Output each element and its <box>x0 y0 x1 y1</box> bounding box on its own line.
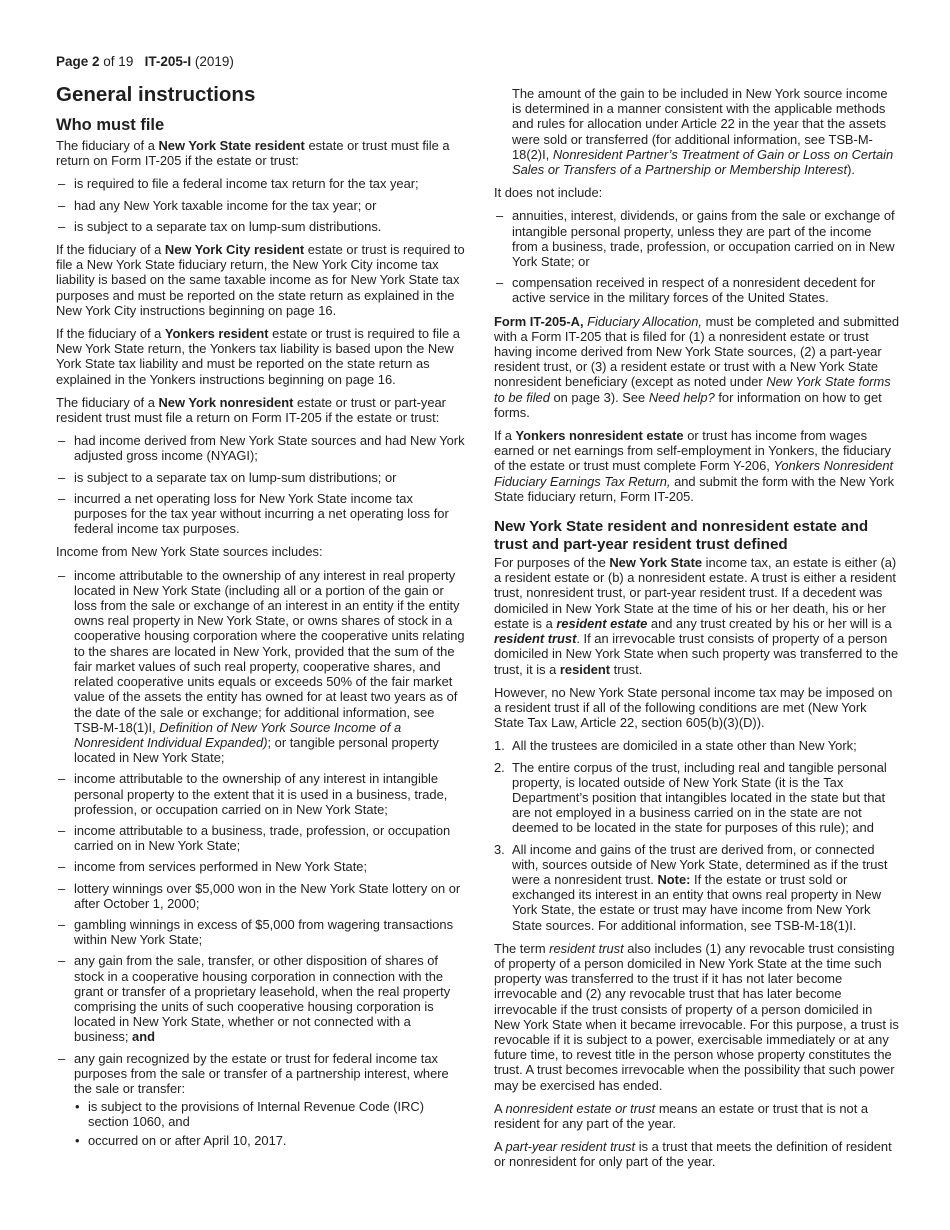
list-item: – annuities, interest, dividends, or gains from the sale or exchange of intangible personal property, unless they are part of the income from a business, trade, profession, or occupation carried on in New York State; or <box>494 208 900 269</box>
list-item: – lottery winnings over $5,000 won in the New York State lottery on or after October 1, 2000; <box>56 881 466 911</box>
bullet-item: • is subject to the provisions of Internal Revenue Code (IRC) section 1060, and <box>74 1099 466 1129</box>
list-item: – incurred a net operating loss for New York State income tax purposes for the tax year without incurring a net operating loss for federal income tax purposes. <box>56 491 466 537</box>
list-item: 1. All the trustees are domiciled in a state other than New York; <box>494 738 857 754</box>
list-item: – gambling winnings in excess of $5,000 from wagering transactions within New York State; <box>56 917 466 947</box>
page-total: of 19 <box>99 54 134 69</box>
exclusions-list <box>494 208 900 305</box>
definitions-heading: New York State resident and nonresident estate and trust and part-year resident trust defined <box>494 518 869 553</box>
list-item: – had any New York taxable income for the tax year; or <box>56 198 466 213</box>
gain-amount-paragraph: The amount of the gain to be included in New York source income is determined in a manner consistent with the applicable methods and rules for allocation under Article 22 in the year that the assets were sold or transferred (for additional information, see TSB-M-18(2)I, Nonresident Partner’s Treatment of Gain or Loss on Certain Sales or Transfers of a Partnership or Membership Interest). <box>512 86 894 178</box>
form-it-205-a-paragraph: Form IT-205-A, Fiduciary Allocation, must be completed and submitted with a Form IT-205 that is filed for (1) a nonresident estate or trust having income derived from New York State sources, (2) a part-year resident trust, or (3) a resident estate or trust with a New York State nonresident beneficiary (except as noted under New York State forms to be filed on page 3). See Need help? for information on how to get forms. <box>494 313 900 420</box>
page-header <box>56 53 234 71</box>
page-word: Page <box>56 54 93 69</box>
form-year: (2019) <box>191 54 234 69</box>
nyc-resident-paragraph: If the fiduciary of a New York City resident estate or trust is required to file a New York State fiduciary return, the New York City income tax liability is based on the same taxable income as for New York State tax purposes and must be reported on the state return as explained in the New York City instructions beginning on page 16. <box>56 242 465 318</box>
list-item: – any gain from the sale, transfer, or other disposition of shares of stock in a cooperative housing corporation in connection with the grant or transfer of a proprietary leasehold, when the real property comprising the units of such cooperative housing corporation is located in New York State, whether or not connected with a business; and <box>56 953 466 1044</box>
resident-paragraph: The fiduciary of a New York State resident estate or trust must file a return on Form IT-205 if the estate or trust: <box>56 138 450 169</box>
list-item: 3. All income and gains of the trust are derived from, or connected with, sources outside of New York State, determined as if the trust were a nonresident trust. Note: If the estate or trust sold or exchanged its interest in an entity that owns real property in New York State, the estate or trust may have income from New York State sources. For additional information, see TSB-M-18(1)I. <box>494 841 888 933</box>
list-item: – is subject to a separate tax on lump-sum distributions; or <box>56 470 466 485</box>
list-item: 2. The entire corpus of the trust, including real and tangible personal property, is located outside of New York State (it is the Tax Department’s position that intangibles located in the state but that are not employed in a business carried on in the state are not deemed to be located in the state for purposes of this rule); and <box>494 759 887 836</box>
yonkers-resident-paragraph: If the fiduciary of a Yonkers resident estate or trust is required to file a New York State return, the Yonkers tax liability is based upon the New York State tax liability and must be reported on the state return as explained in the Yonkers instructions beginning on page 16. <box>56 326 460 387</box>
who-must-file-heading: Who must file <box>56 116 165 134</box>
list-item: – any gain recognized by the estate or trust for federal income tax purposes from the sale or transfer of a partnership interest, where the sale or transfer: • is subject to the provisions of Internal Revenue Code (IRC) section 1060, and • occurred on or after April 10, 2017. <box>56 1051 466 1148</box>
page-number: 2 <box>92 54 100 69</box>
section-title: General instructions <box>56 83 256 106</box>
part-year-definition-paragraph: A part-year resident trust is a trust that meets the definition of resident or nonresident for only part of the year. <box>494 1139 892 1170</box>
resident-conditions-list <box>56 176 466 234</box>
list-item: – income attributable to the ownership of any interest in intangible personal property to the extent that it is used in a business, trade, profession, or occupation carried on in New York State; <box>56 771 466 817</box>
list-item: – compensation received in respect of a nonresident decedent for active service in the military forces of the United States. <box>494 275 900 305</box>
conditions-list <box>494 738 900 932</box>
resident-trust-term-paragraph: The term resident trust also includes (1) any revocable trust consisting of property of a person domiciled in New York State at the time such property was transferred to the trust if it has not later become irrevocable and (2) any revocable trust that has later become irrevocable if the trust consists of property of a person domiciled in New York State when it became irrevocable. For this purpose, a trust is revocable if it is subject to a power, exercisable immediately or at any future time, to revest title in the person whose property constitutes the trust. A trust becomes irrevocable when the possibility that such power may be exercised has ended. <box>494 940 899 1093</box>
list-item: – income from services performed in New York State; <box>56 859 466 874</box>
however-paragraph: However, no New York State personal income tax may be imposed on a resident trust if all of the following conditions are met (New York State Tax Law, Article 22, section 605(b)(3)(D)). <box>494 684 893 731</box>
partnership-sale-conditions <box>74 1099 466 1148</box>
yonkers-nonresident-paragraph: If a Yonkers nonresident estate or trust has income from wages earned or net earnings from self-employment in Yonkers, the fiduciary of the estate or trust must complete Form Y-206, Yonkers Nonresident Fiduciary Earnings Tax Return, and submit the form with the New York State fiduciary return, Form IT-205. <box>494 428 895 504</box>
list-item: – had income derived from New York State sources and had New York adjusted gross income (NYAGI); <box>56 433 466 463</box>
definitions-paragraph: For purposes of the New York State income tax, an estate is either (a) a resident estate or (b) a nonresident estate. A trust is either a resident trust, nonresident trust, or part-year resident trust. If a decedent was domiciled in New York State at the time of his or her death, his or her estate is a resident estate and any trust created by his or her will is a resident trust. If an irrevocable trust consists of property of a person domiciled in New York State when such property was transferred to the trust, it is a resident trust. <box>494 555 899 677</box>
right-column <box>494 86 900 1178</box>
list-item: – income attributable to the ownership of any interest in real property located in New York State (including all or a portion of the gain or loss from the sale or exchange of an interest in an entity if the entity owns real property in New York State, or owns shares of stock in a cooperative housing corporation where the cooperative units relating to the shares are located in New York, provided that the sum of the fair market values of such real property, cooperative shares, and related cooperative units equals or exceeds 50% of the fair market value of the assets the entity has owned for at least two years as of the date of the sale or exchange; for additional information, see TSB-M-18(1)I, Definition of New York Source Income of a Nonresident Individual Expanded); or tangible personal property located in New York State; <box>56 568 466 766</box>
list-item: – is subject to a separate tax on lump-sum distributions. <box>56 219 466 234</box>
nonresident-conditions-list <box>56 433 466 536</box>
nonresident-definition-paragraph: A nonresident estate or trust means an estate or trust that is not a resident for any part of the year. <box>494 1100 869 1131</box>
does-not-include-label: It does not include: <box>494 185 603 201</box>
form-id: IT-205-I <box>144 54 192 69</box>
list-item: – income attributable to a business, trade, profession, or occupation carried on in New York State; <box>56 823 466 853</box>
sources-intro: Income from New York State sources includes: <box>56 544 323 560</box>
nonresident-paragraph: The fiduciary of a New York nonresident estate or trust or part-year resident trust must file a return on Form IT-205 if the estate or trust: <box>56 394 446 426</box>
sources-list <box>56 568 466 1148</box>
bullet-item: • occurred on or after April 10, 2017. <box>74 1133 466 1148</box>
left-column <box>56 83 466 1156</box>
list-item: – is required to file a federal income tax return for the tax year; <box>56 176 466 191</box>
